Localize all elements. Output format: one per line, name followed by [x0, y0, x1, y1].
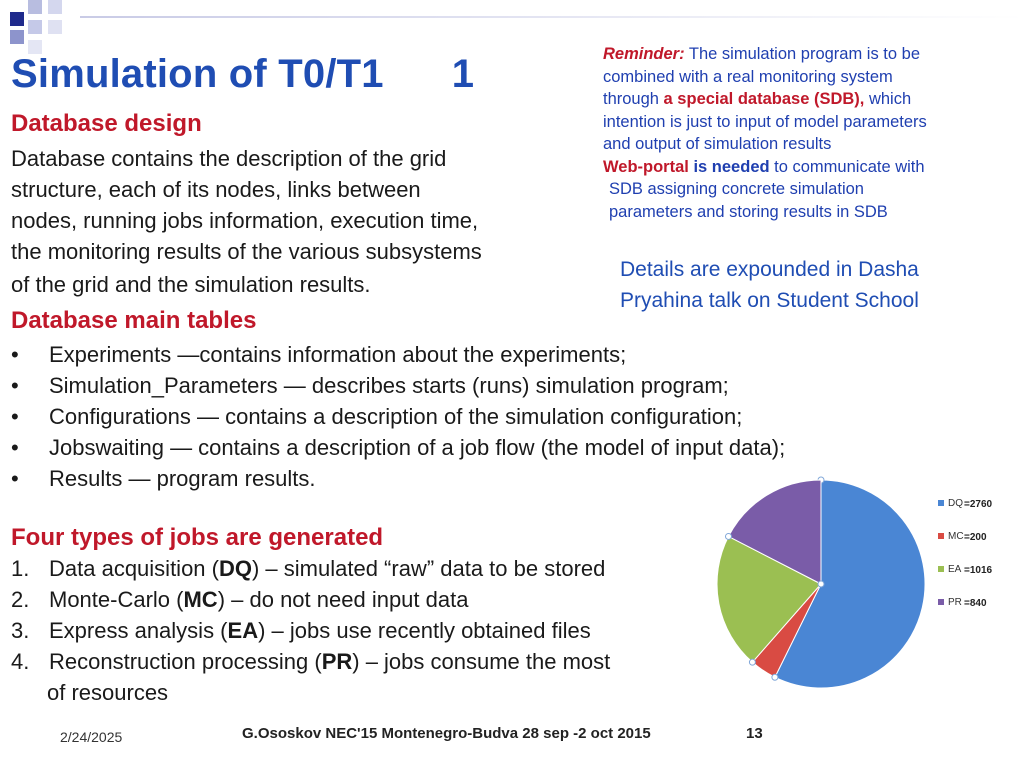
legend-label: EA [948, 564, 962, 575]
footer-date: 2/24/2025 [60, 729, 123, 745]
job-code: DQ [218, 556, 252, 581]
pie-slice-handle [749, 659, 755, 665]
job-number: 2. [11, 587, 30, 612]
reminder-text: through [603, 90, 664, 108]
design-line: the monitoring results of the various subsystems [11, 239, 482, 264]
legend-value: =1016 [964, 565, 993, 576]
database-design-heading: Database design [11, 110, 202, 137]
legend-swatch [938, 599, 944, 605]
legend-value: =2760 [964, 499, 993, 510]
job-text: Express analysis ( [49, 618, 228, 643]
job-text: Monte-Carlo ( [49, 587, 184, 612]
jobs-pie-chart [706, 472, 1018, 700]
title-text: Simulation of T0/T1 [11, 52, 384, 96]
details-line: Details are expounded in Dasha [620, 258, 919, 281]
job-item [11, 615, 610, 646]
sdb-highlight: a special database (SDB), [663, 90, 865, 108]
reminder-text: The simulation program is to be [684, 45, 921, 63]
list-item-text: Simulation_Parameters — describes starts (runs) simulation program; [49, 373, 729, 398]
job-text: ) – jobs use recently obtained files [258, 618, 591, 643]
web-portal-highlight: Web-portal [603, 157, 689, 176]
bullet: • [11, 342, 19, 367]
reminder-text: SDB assigning concrete simulation [609, 180, 864, 198]
job-types-list [11, 553, 610, 677]
footer-citation: G.Ososkov NEC'15 Montenegro-Budva 28 sep -2 oct 2015 [242, 725, 651, 742]
job-types-heading: Four types of jobs are generated [11, 524, 384, 551]
list-item [11, 463, 785, 494]
list-item-text: Configurations — contains a description of the simulation configuration; [49, 404, 743, 429]
bullet: • [11, 373, 19, 398]
job-item [11, 584, 610, 615]
job-code: EA [227, 618, 259, 643]
job-item [11, 553, 610, 584]
job-code: MC [183, 587, 218, 612]
legend-label: PR [948, 597, 962, 608]
job-code: PR [321, 649, 353, 674]
bullet: • [11, 435, 19, 460]
design-line: of the grid and the simulation results. [11, 272, 371, 297]
job-text: ) – do not need input data [217, 587, 469, 612]
pie-chart-svg [706, 472, 1018, 700]
is-needed-highlight: is needed [688, 157, 770, 176]
list-item [11, 370, 785, 401]
reminder-text: parameters and storing results in SDB [609, 202, 888, 221]
job-continuation: of resources [47, 680, 169, 705]
reminder-box [603, 43, 1003, 223]
job-text: ) – jobs consume the most [352, 649, 611, 674]
pie-center-handle [818, 581, 824, 587]
main-tables-heading: Database main tables [11, 307, 257, 334]
title-number: 1 [451, 52, 475, 96]
reminder-label: Reminder: [603, 45, 685, 63]
list-item-text: Experiments —contains information about the experiments; [49, 342, 627, 367]
list-item-text: Results — program results. [49, 466, 316, 491]
job-number: 3. [11, 618, 30, 643]
job-number: 4. [11, 649, 30, 674]
list-item [11, 432, 785, 463]
job-text: Reconstruction processing ( [49, 649, 322, 674]
job-item [11, 646, 610, 677]
page-number: 13 [746, 725, 763, 742]
job-text: ) – simulated “raw” data to be stored [251, 556, 606, 581]
reminder-text: combined with a real monitoring system [603, 67, 893, 86]
database-design-text [11, 143, 482, 300]
job-number: 1. [11, 556, 30, 581]
pie-slice-handle [772, 674, 778, 680]
list-item [11, 401, 785, 432]
pie-slice-handle [726, 533, 732, 539]
legend-swatch [938, 500, 944, 506]
design-line: nodes, running jobs information, execution time, [11, 208, 479, 233]
details-note [620, 254, 919, 316]
list-item-text: Jobswaiting — contains a description of a job flow (the model of input data); [49, 435, 786, 460]
legend-swatch [938, 533, 944, 539]
list-item [11, 339, 785, 370]
legend-value: =200 [964, 532, 987, 543]
reminder-text: which [864, 90, 912, 108]
reminder-text: to communicate with [769, 157, 925, 176]
slide-title [11, 52, 474, 97]
reminder-text: intention is just to input of model parameters [603, 112, 927, 131]
reminder-text: and output of simulation results [603, 135, 832, 153]
design-line: structure, each of its nodes, links between [11, 177, 421, 202]
legend-swatch [938, 566, 944, 572]
legend-label: MC [948, 531, 964, 542]
details-line: Pryahina talk on Student School [620, 289, 919, 312]
legend-value: =840 [964, 598, 987, 609]
job-text: Data acquisition ( [49, 556, 219, 581]
bullet: • [11, 404, 19, 429]
bullet: • [11, 466, 19, 491]
legend-label: DQ [948, 498, 963, 509]
main-tables-list [11, 339, 785, 494]
design-line: Database contains the description of the grid [11, 146, 447, 171]
